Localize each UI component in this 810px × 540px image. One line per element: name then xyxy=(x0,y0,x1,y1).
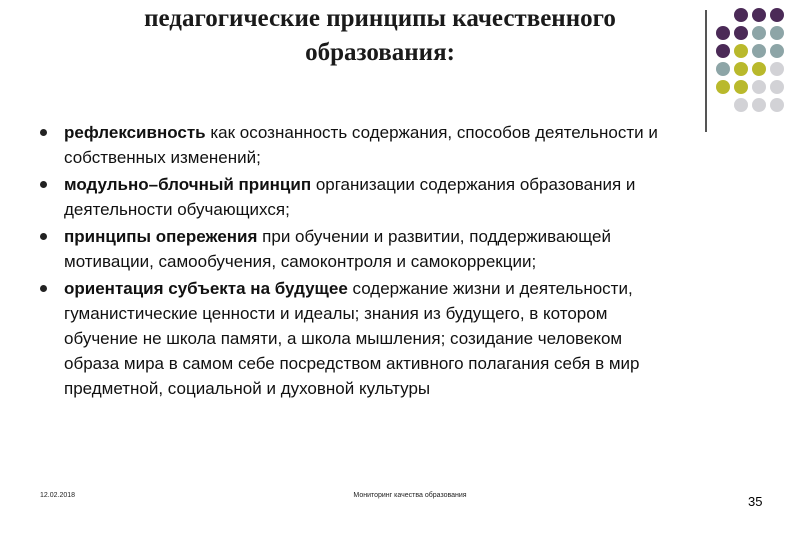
bullet-icon xyxy=(40,285,47,292)
decorative-dot xyxy=(752,26,766,40)
bullet-text: при обучении и развитии, поддерживающей мотивации, самообучения, самоконтроля и самокоррекции; xyxy=(64,227,611,271)
decorative-dot xyxy=(752,44,766,58)
bullet-text: содержание жизни и деятельности, гуманистические ценности и идеалы; знания из будущего, в котором обучение не школа памяти, а школа мышления; созидание человеком образа мира в самом себе посредством активного полагания себя в мир предметной, социальной и духовной культуры xyxy=(64,279,640,398)
decorative-dot xyxy=(770,98,784,112)
bullet-bold-term: принципы опережения xyxy=(64,227,258,246)
decorative-dot xyxy=(734,62,748,76)
decorative-dot xyxy=(734,80,748,94)
decorative-dot xyxy=(716,62,730,76)
bullet-text: организации содержания образования и деятельности обучающихся; xyxy=(64,175,636,219)
list-item xyxy=(40,224,660,274)
decorative-dot xyxy=(734,26,748,40)
slide-title-line-1: педагогические принципы качественного xyxy=(144,5,616,32)
footer-caption: Мониторинг качества образования xyxy=(353,492,467,499)
list-item xyxy=(40,276,660,401)
decorative-dot xyxy=(752,8,766,22)
decorative-dot xyxy=(770,80,784,94)
slide-title xyxy=(95,2,665,70)
decorative-dot xyxy=(734,44,748,58)
decorative-dot xyxy=(752,98,766,112)
decorative-dot xyxy=(752,62,766,76)
list-item xyxy=(40,120,660,170)
list-item xyxy=(40,172,660,222)
decorative-dot xyxy=(716,44,730,58)
decorative-dot xyxy=(734,8,748,22)
bullet-icon xyxy=(40,233,47,240)
decorative-dot xyxy=(770,8,784,22)
slide-title-line-2: образования: xyxy=(305,39,455,66)
bullet-list xyxy=(40,120,660,403)
bullet-bold-term: модульно–блочный принцип xyxy=(64,175,312,194)
decorative-dot xyxy=(770,26,784,40)
footer-date: 12.02.2018 xyxy=(40,492,76,499)
decorative-dot xyxy=(734,98,748,112)
page-number: 35 xyxy=(748,494,763,509)
decorative-dot xyxy=(752,80,766,94)
decorative-dot xyxy=(770,44,784,58)
decorative-dot xyxy=(770,62,784,76)
decorative-dot xyxy=(716,26,730,40)
vertical-divider xyxy=(705,10,707,132)
bullet-icon xyxy=(40,129,47,136)
decorative-dot xyxy=(716,80,730,94)
bullet-bold-term: ориентация субъекта на будущее xyxy=(64,279,348,298)
bullet-bold-term: рефлексивность xyxy=(64,123,206,142)
bullet-text: как осознанность содержания, способов деятельности и собственных изменений; xyxy=(64,123,658,167)
bullet-icon xyxy=(40,181,47,188)
